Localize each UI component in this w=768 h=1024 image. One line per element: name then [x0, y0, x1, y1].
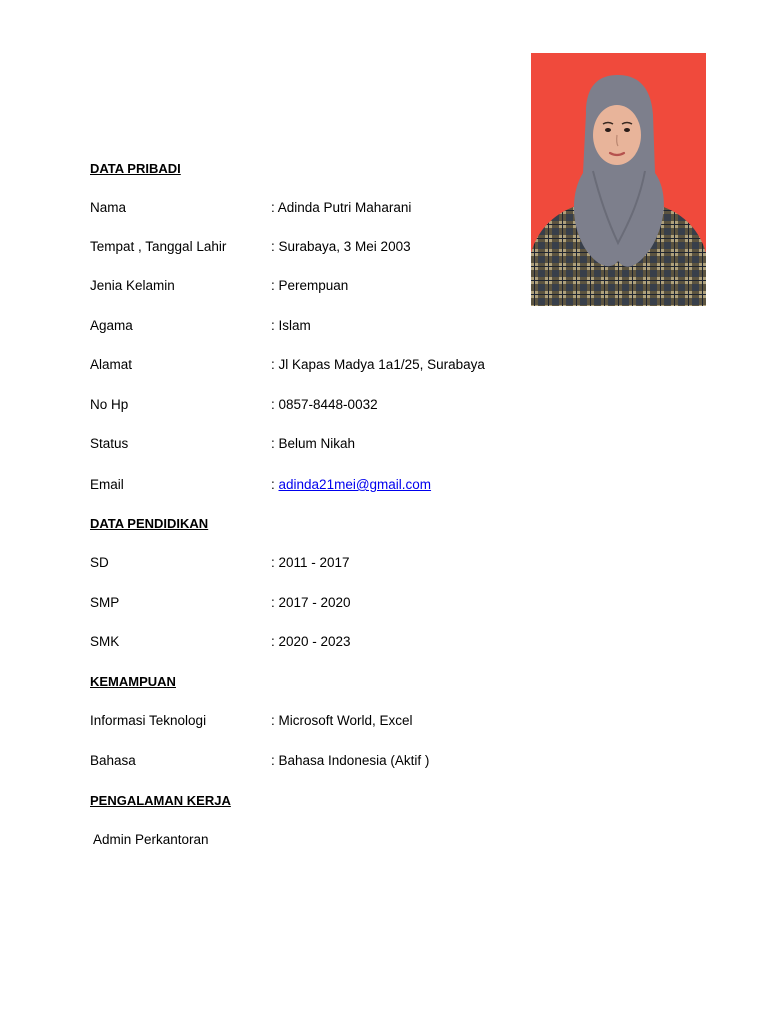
field-value: : Surabaya, 3 Mei 2003: [271, 239, 411, 254]
field-value: : 2017 - 2020: [271, 595, 351, 610]
personal-row-address: [90, 356, 610, 374]
field-value: : 2011 - 2017: [271, 555, 350, 570]
field-value: : Islam: [271, 318, 311, 333]
section-heading-experience: PENGALAMAN KERJA: [90, 793, 231, 808]
field-label: Tempat , Tanggal Lahir: [90, 239, 227, 254]
field-value: : Perempuan: [271, 278, 349, 293]
field-label: Jenia Kelamin: [90, 278, 175, 293]
section-heading-skills: KEMAMPUAN: [90, 674, 176, 689]
field-label: No Hp: [90, 397, 129, 412]
field-label: Email: [90, 477, 124, 492]
education-row-smp: [90, 594, 610, 612]
field-value: : Adinda Putri Maharani: [271, 200, 412, 215]
field-label: Informasi Teknologi: [90, 713, 207, 728]
email-link[interactable]: adinda21mei@gmail.com: [278, 477, 432, 492]
field-value: : Microsoft World, Excel: [271, 713, 413, 728]
field-value: : Bahasa Indonesia (Aktif ): [271, 753, 430, 768]
field-value: : Jl Kapas Madya 1a1/25, Surabaya: [271, 357, 485, 372]
personal-row-gender: [90, 277, 610, 295]
field-value: : 2020 - 2023: [271, 634, 351, 649]
skills-row-language: [90, 752, 610, 770]
skills-row-it: [90, 712, 610, 730]
personal-row-name: [90, 199, 610, 217]
field-label: Nama: [90, 200, 127, 215]
personal-row-status: [90, 435, 610, 453]
experience-item: Admin Perkantoran: [93, 832, 209, 847]
field-label: SMK: [90, 634, 120, 649]
education-row-smk: [90, 633, 610, 651]
field-label: Bahasa: [90, 753, 136, 768]
field-value: : 0857-8448-0032: [271, 397, 378, 412]
personal-row-birth: [90, 238, 610, 256]
field-label: SD: [90, 555, 109, 570]
field-value: : Belum Nikah: [271, 436, 356, 451]
field-label: Status: [90, 436, 129, 451]
field-label: Agama: [90, 318, 133, 333]
field-value: [271, 476, 431, 494]
personal-row-phone: [90, 396, 610, 414]
field-label: SMP: [90, 595, 120, 610]
section-heading-personal: DATA PRIBADI: [90, 161, 181, 176]
field-label: Alamat: [90, 357, 133, 372]
personal-row-religion: [90, 317, 610, 335]
education-row-sd: [90, 554, 610, 572]
email-prefix: :: [271, 477, 279, 492]
personal-row-email: [90, 476, 610, 494]
profile-photo: [531, 53, 706, 306]
section-heading-education: DATA PENDIDIKAN: [90, 516, 209, 531]
